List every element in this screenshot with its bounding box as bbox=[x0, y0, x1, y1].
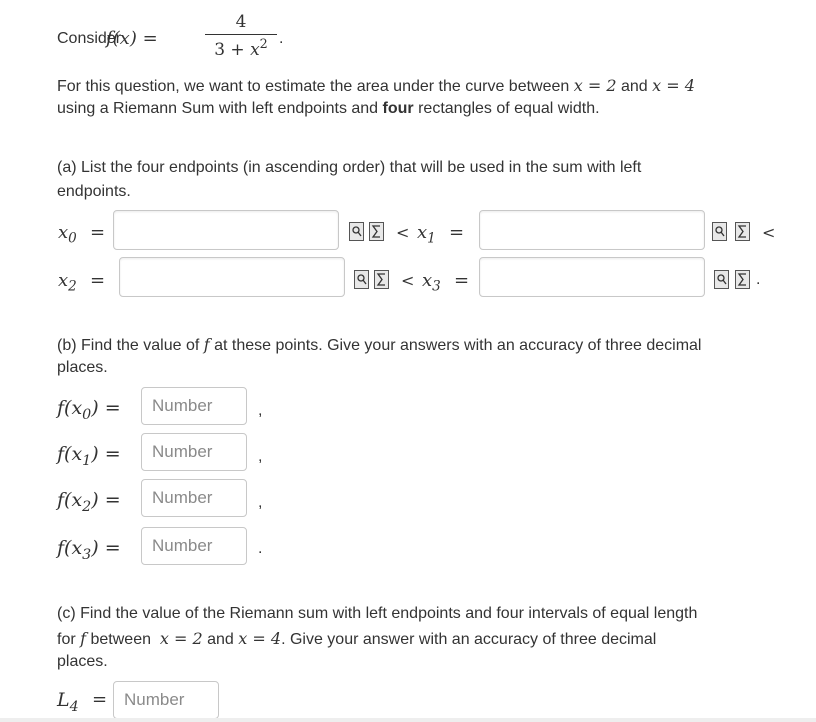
description-line-2: using a Riemann Sum with left endpoints and four rectangles of equal width. bbox=[57, 100, 600, 117]
preview-icon[interactable] bbox=[714, 270, 729, 289]
intro-function-lhs: f(x) = bbox=[106, 28, 158, 49]
part-a-end-period: . bbox=[756, 271, 761, 288]
intro-period: . bbox=[279, 30, 284, 47]
x0-eq: = bbox=[90, 222, 106, 243]
f-x0-punct: , bbox=[258, 402, 263, 419]
x2-input[interactable] bbox=[119, 257, 345, 297]
f-x1-punct: , bbox=[258, 448, 263, 465]
bottom-divider bbox=[0, 718, 816, 722]
f-x0-input[interactable]: Number bbox=[141, 387, 247, 425]
x0-label: $x_0$ bbox=[58, 222, 77, 247]
l4-label: $L_4$ bbox=[57, 689, 79, 715]
f-x2-input[interactable]: Number bbox=[141, 479, 247, 517]
preview-icon[interactable] bbox=[712, 222, 727, 241]
part-c-prompt-line-2: for f between x = 2 and x = 4. Give your answer with an accuracy of three decimal bbox=[57, 629, 657, 648]
part-a-prompt-line-2: endpoints. bbox=[57, 183, 131, 200]
part-b-prompt-line-1: (b) Find the value of f at these points. Give your answers with an accuracy of three decimal bbox=[57, 335, 702, 354]
x-eq-4: x = 4 bbox=[652, 76, 695, 95]
x2-label: $x_2$ bbox=[58, 270, 77, 295]
f-x0-label: $f(x_0)$ = bbox=[57, 397, 121, 423]
l4-eq: = bbox=[92, 689, 108, 710]
x1-eq: = bbox=[449, 222, 465, 243]
part-c-prompt-line-1: (c) Find the value of the Riemann sum with left endpoints and four intervals of equal length bbox=[57, 605, 698, 622]
fraction-bar bbox=[205, 34, 277, 35]
less-than-2: < bbox=[762, 223, 776, 242]
x1-input[interactable] bbox=[479, 210, 705, 250]
equation-editor-icon[interactable] bbox=[374, 270, 389, 289]
preview-icon[interactable] bbox=[349, 222, 364, 241]
fraction-numerator: 4 bbox=[235, 12, 247, 32]
part-c-prompt-line-3: places. bbox=[57, 653, 108, 670]
part-b-prompt-line-2: places. bbox=[57, 359, 108, 376]
x3-input[interactable] bbox=[479, 257, 705, 297]
less-than-3: < bbox=[401, 271, 415, 290]
x3-eq: = bbox=[454, 270, 470, 291]
f-x2-label: $f(x_2)$ = bbox=[57, 489, 121, 515]
f-x3-label: $f(x_3)$ = bbox=[57, 537, 121, 563]
part-a-prompt-line-1: (a) List the four endpoints (in ascending order) that will be used in the sum with left bbox=[57, 159, 642, 176]
less-than-1: < bbox=[396, 223, 410, 242]
l4-input[interactable]: Number bbox=[113, 681, 219, 719]
x1-label: $x_1$ bbox=[417, 222, 436, 247]
x-eq-2: x = 2 bbox=[573, 76, 617, 95]
description-line-1: For this question, we want to estimate the area under the curve between x = 2 and x = 4 bbox=[57, 76, 695, 95]
intro-fraction bbox=[205, 12, 277, 60]
intro-consider: Consider bbox=[57, 30, 122, 47]
fraction-denominator: $3 + x^2$ bbox=[214, 37, 268, 60]
f-x1-input[interactable]: Number bbox=[141, 433, 247, 471]
preview-icon[interactable] bbox=[354, 270, 369, 289]
f-x2-punct: , bbox=[258, 494, 263, 511]
equation-editor-icon[interactable] bbox=[369, 222, 384, 241]
x0-input[interactable] bbox=[113, 210, 339, 250]
f-x3-punct: . bbox=[258, 540, 263, 557]
f-x1-label: $f(x_1)$ = bbox=[57, 443, 121, 469]
equation-editor-icon[interactable] bbox=[735, 222, 750, 241]
equation-editor-icon[interactable] bbox=[735, 270, 750, 289]
x2-eq: = bbox=[90, 270, 106, 291]
f-x3-input[interactable]: Number bbox=[141, 527, 247, 565]
x3-label: $x_3$ bbox=[422, 270, 441, 295]
